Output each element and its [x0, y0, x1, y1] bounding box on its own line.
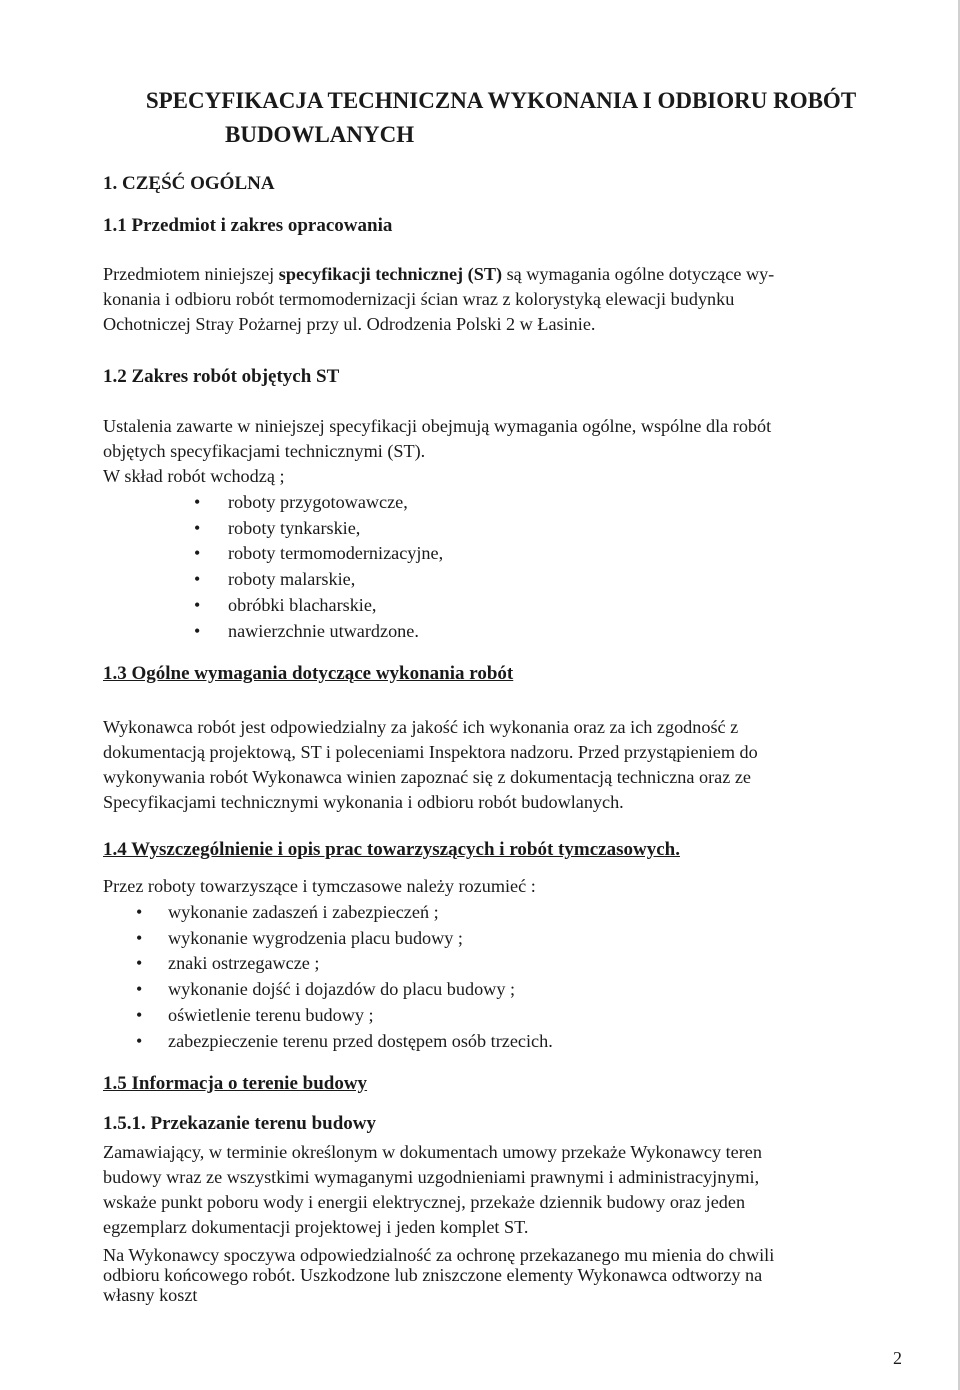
- title-line-1: SPECYFIKACJA TECHNICZNA WYKONANIA I ODBIORU ROBÓT: [145, 88, 857, 113]
- section-1-4-intro: Przez roboty towarzyszące i tymczasowe należy rozumieć :: [103, 876, 536, 896]
- title-line-2: BUDOWLANYCH: [225, 122, 415, 147]
- section-1-2-heading: 1.2 Zakres robót objętych ST: [103, 366, 340, 387]
- section-1-1-line-3: Ochotniczej Stray Pożarnej przy ul. Odrodzenia Polski 2 w Łasinie.: [103, 314, 596, 334]
- section-1-3-line-2: dokumentacją projektową, ST i poleceniami Inspektora nadzoru. Przed przystąpieniem do: [103, 742, 758, 762]
- section-1-3-paragraph: [103, 715, 758, 815]
- section-1-2-line-1: Ustalenia zawarte w niniejszej specyfikacji obejmują wymagania ogólne, wspólne dla robót: [103, 416, 772, 436]
- section-1-3-line-4: Specyfikacjami technicznymi wykonania i odbioru robót budowlanych.: [103, 792, 624, 812]
- section-1-1-heading: 1.1 Przedmiot i zakres opracowania: [103, 215, 393, 236]
- section-1-5-1-heading: 1.5.1. Przekazanie terenu budowy: [103, 1113, 377, 1134]
- para-line: Zamawiający, w terminie określonym w dokumentach umowy przekaże Wykonawcy teren: [103, 1142, 762, 1162]
- section-1-5-1-paragraph-1: [103, 1140, 762, 1240]
- section-1-1-paragraph: [103, 262, 774, 337]
- section-1-3-line-3: wykonywania robót Wykonawca winien zapoznać się z dokumentacją techniczna oraz ze: [103, 767, 751, 787]
- list-item: • obróbki blacharskie,: [228, 593, 443, 619]
- section-1-1-line-1: Przedmiotem niniejszej specyfikacji technicznej (ST) są wymagania ogólne dotyczące wy-: [103, 264, 775, 284]
- section-1-3-line-1: Wykonawca robót jest odpowiedzialny za jakość ich wykonania oraz za ich zgodność z: [103, 717, 739, 737]
- section-1-4-heading: 1.4 Wyszczególnienie i opis prac towarzyszących i robót tymczasowych.: [103, 839, 680, 860]
- page-number: 2: [893, 1348, 902, 1368]
- list-item: • wykonanie dojść i dojazdów do placu budowy ;: [168, 977, 553, 1003]
- para-line: budowy wraz ze wszystkimi wymaganymi uzgodnieniami prawnymi i administracyjnymi,: [103, 1167, 760, 1187]
- works-list: [228, 490, 443, 644]
- list-item: • roboty tynkarskie,: [228, 516, 443, 542]
- section-1-5-heading: 1.5 Informacja o terenie budowy: [103, 1073, 368, 1094]
- para-line: egzemplarz dokumentacji projektowej i jeden komplet ST.: [103, 1217, 529, 1237]
- list-item: • roboty termomodernizacyjne,: [228, 541, 443, 567]
- para-line: odbioru końcowego robót. Uszkodzone lub zniszczone elementy Wykonawca odtworzy na: [103, 1265, 763, 1285]
- list-item: • roboty przygotowawcze,: [228, 490, 443, 516]
- st-term-bold: specyfikacji technicznej (ST): [278, 264, 503, 284]
- document-title: [0, 84, 960, 152]
- list-item: • znaki ostrzegawcze ;: [168, 951, 553, 977]
- para-line: własny koszt: [103, 1285, 198, 1305]
- list-item: • oświetlenie terenu budowy ;: [168, 1003, 553, 1029]
- para-line: Na Wykonawcy spoczywa odpowiedzialność za ochronę przekazanego mu mienia do chwili: [103, 1245, 775, 1265]
- section-1-2-paragraph: [103, 414, 771, 489]
- section-1-5-1-paragraph-2: [103, 1245, 774, 1305]
- section-1-3-heading: 1.3 Ogólne wymagania dotyczące wykonania robót: [103, 663, 514, 684]
- list-item: • wykonanie wygrodzenia placu budowy ;: [168, 926, 553, 952]
- section-1-2-intro: W skład robót wchodzą ;: [103, 466, 285, 486]
- list-item: • nawierzchnie utwardzone.: [228, 619, 443, 645]
- list-item: • roboty malarskie,: [228, 567, 443, 593]
- section-1-heading: 1. CZĘŚĆ OGÓLNA: [103, 173, 275, 194]
- list-item: • zabezpieczenie terenu przed dostępem osób trzecich.: [168, 1029, 553, 1055]
- section-1-1-line-2: konania i odbioru robót termomodernizacji ścian wraz z kolorystyką elewacji budynku: [103, 289, 735, 309]
- list-item: • wykonanie zadaszeń i zabezpieczeń ;: [168, 900, 553, 926]
- section-1-2-line-2: objętych specyfikacjami technicznymi (ST).: [103, 441, 426, 461]
- temporary-works-list: [168, 900, 553, 1054]
- para-line: wskaże punkt poboru wody i energii elektrycznej, przekaże dziennik budowy oraz jeden: [103, 1192, 746, 1212]
